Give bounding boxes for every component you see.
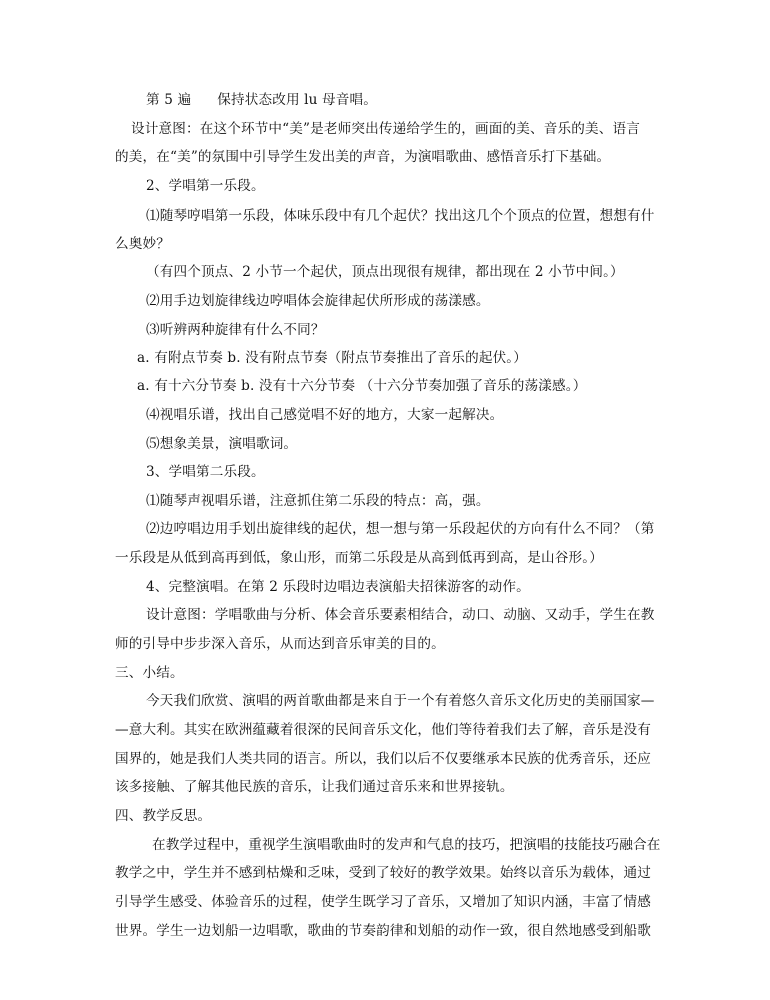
text-line: 国界的，她是我们人类共同的语言。所以，我们以后不仅要继承本民族的优秀音乐，还应	[115, 751, 652, 767]
section-heading: 2、学唱第一乐段。	[146, 178, 265, 194]
text-line: ⑵边哼唱边用手划出旋律线的起伏，想一想与第一乐段起伏的方向有什么不同？（第	[146, 521, 655, 537]
text-line: —意大利。其实在欧洲蕴藏着很深的民间音乐文化，他们等待着我们去了解，音乐是没有	[115, 722, 652, 738]
text-line: ⑵用手边划旋律线边哼唱体会旋律起伏所形成的荡漾感。	[146, 293, 490, 309]
step-label: 第 5 遍	[146, 92, 192, 108]
text-line: ⑴随琴声视唱乐谱，注意抓住第二乐段的特点：高，强。	[146, 493, 490, 509]
text-line: 的美，在“美”的氛围中引导学生发出美的声音，为演唱歌曲、感悟音乐打下基础。	[115, 149, 611, 165]
text-line	[146, 90, 377, 110]
text-line: （有四个顶点、2 小节一个起伏，顶点出现很有规律，都出现在 2 小节中间。）	[146, 264, 624, 280]
text-line: 在教学过程中，重视学生演唱歌曲时的发声和气息的技巧，把演唱的技能技巧融合在	[152, 837, 661, 853]
text-line: a. 有附点节奏 b. 没有附点节奏（附点节奏推出了音乐的起伏。）	[137, 350, 527, 366]
step-text: 保持状态改用 lu 母音唱。	[217, 92, 378, 108]
section-heading: 4、完整演唱。在第 2 乐段时边唱边表演船夫招徕游客的动作。	[146, 579, 530, 595]
text-line: 引导学生感受、体验音乐的过程，使学生既学习了音乐，又增加了知识内涵，丰富了情感	[115, 894, 652, 910]
text-line: 设计意图：在这个环节中“美”是老师突出传递给学生的，画面的美、音乐的美、语言	[131, 121, 640, 137]
text-line: 世界。学生一边划船一边唱歌，歌曲的节奏韵律和划船的动作一致，很自然地感受到船歌	[115, 923, 652, 939]
text-line: 师的引导中步步深入音乐，从而达到音乐审美的目的。	[115, 636, 445, 652]
text-line: a. 有十六分节奏 b. 没有十六分节奏 （十六分节奏加强了音乐的荡漾感。）	[137, 378, 587, 394]
text-line: ⑶听辨两种旋律有什么不同？	[146, 322, 325, 338]
text-line: 一乐段是从低到高再到低，象山形，而第二乐段是从高到低再到高，是山谷形。）	[115, 550, 603, 566]
text-line: 么奥妙？	[115, 236, 170, 252]
text-line: 该多接触、了解其他民族的音乐，让我们通过音乐来和世界接轨。	[115, 779, 514, 795]
text-line: 今天我们欣赏、演唱的两首歌曲都是来自于一个有着悠久音乐文化历史的美丽国家—	[146, 693, 655, 709]
section-heading: 三、小结。	[115, 665, 184, 681]
section-heading: 四、教学反思。	[115, 808, 212, 824]
text-line: ⑸想象美景，演唱歌词。	[146, 436, 298, 452]
text-line: 设计意图：学唱歌曲与分析、体会音乐要素相结合，动口、动脑、又动手，学生在教	[146, 607, 655, 623]
text-line: 教学之中，学生并不感到枯燥和乏味，受到了较好的教学效果。始终以音乐为载体，通过	[115, 865, 652, 881]
text-line: ⑷视唱乐谱，找出自己感觉唱不好的地方，大家一起解决。	[146, 407, 504, 423]
text-line: ⑴随琴哼唱第一乐段，体味乐段中有几个起伏？找出这几个个顶点的位置，想想有什	[146, 208, 655, 224]
section-heading: 3、学唱第二乐段。	[146, 464, 265, 480]
